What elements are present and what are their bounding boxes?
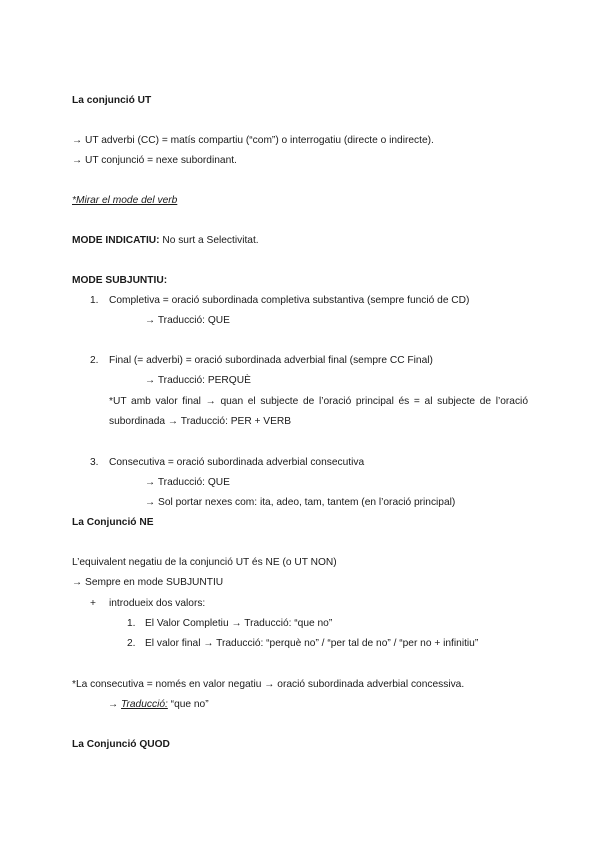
note-consecutiva-negatiu: *La consecutiva = només en valor negatiu → oració subordinada adverbial concessiva. [72,679,465,690]
line-ut-conjuncio: → UT conjunció = nexe subordinant. [72,155,237,166]
mode-indicatiu-text: No surt a Selectivitat. [159,235,259,246]
note-mirar-mode: *Mirar el mode del verb [72,195,178,206]
list-number: 2. [127,638,136,649]
note-traduccio-line [108,698,209,712]
bullet-marker: + [90,598,96,609]
heading-conjuncio-ne: La Conjunció NE [72,517,154,528]
subitem-valor-final: El valor final → Traducció: “perquè no” / “per tal de no” / “per no + infinitiu” [145,638,479,649]
list-number: 1. [127,618,136,629]
translation-que: → Traducció: QUE [145,315,230,326]
bullet-introdueix: introdueix dos valors: [109,598,206,609]
note-ut-valor-final-cont: subordinada → Traducció: PER + VERB [109,416,292,427]
arrow-glyph: → [108,699,122,710]
list-number: 2. [90,355,99,366]
ne-mode-line: → Sempre en mode SUBJUNTIU [72,577,224,588]
line-ut-adverbi: → UT adverbi (CC) = matís compartiu (“com”) o interrogatiu (directe o indirecte). [72,135,434,146]
subitem-valor-completiu: El Valor Completiu → Traducció: “que no” [145,618,333,629]
list-item-completiva: Completiva = oració subordinada completiva substantiva (sempre funció de CD) [109,295,470,306]
note-ut-valor-final: *UT amb valor final → quan el subjecte de l’oració principal és = al subjecte de l’oració [109,396,528,407]
translation-que: → Traducció: QUE [145,477,230,488]
mode-subjuntiu-label: MODE SUBJUNTIU: [72,275,168,286]
list-number: 1. [90,295,99,306]
list-item-consecutiva: Consecutiva = oració subordinada adverbial consecutiva [109,457,365,468]
list-item-final: Final (= adverbi) = oració subordinada adverbial final (sempre CC Final) [109,355,433,366]
traduccio-label: Traducció: [121,699,168,710]
heading-conjuncio-quod: La Conjunció QUOD [72,739,170,750]
translation-perque: → Traducció: PERQUÈ [145,375,251,386]
note-sol-portar-nexes: → Sol portar nexes com: ita, adeo, tam, tantem (en l’oració principal) [145,497,456,508]
heading-conjuncio-ut: La conjunció UT [72,95,152,106]
ne-intro: L’equivalent negatiu de la conjunció UT és NE (o UT NON) [72,557,337,568]
list-number: 3. [90,457,99,468]
mode-indicatiu-line [72,234,259,248]
mode-indicatiu-label: MODE INDICATIU: [72,235,160,246]
traduccio-value: “que no” [167,699,209,710]
